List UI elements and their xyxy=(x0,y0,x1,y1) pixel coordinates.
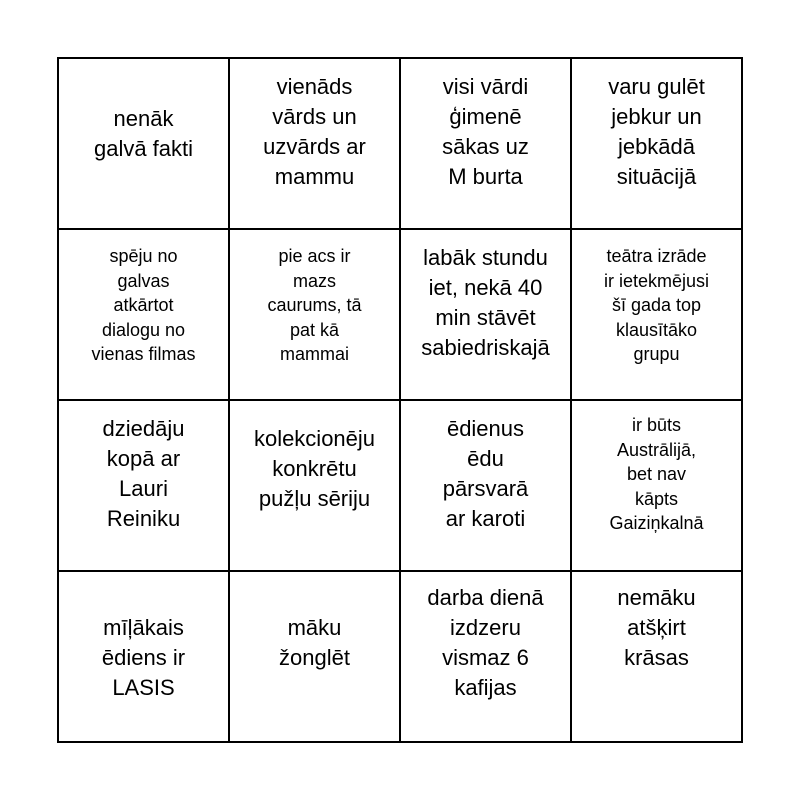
cell-text: nenāk galvā fakti xyxy=(93,106,194,161)
bingo-cell[interactable] xyxy=(230,401,401,572)
cell-text: māku žonglēt xyxy=(279,615,350,670)
cell-text: kolekcionēju konkrētu pužļu sēriju xyxy=(253,426,376,511)
bingo-cell[interactable] xyxy=(401,230,572,401)
cell-text: ēdienus ēdu pārsvarā ar karoti xyxy=(442,416,529,531)
cell-text: darba dienā izdzeru vismaz 6 kafijas xyxy=(427,585,544,700)
bingo-cell[interactable] xyxy=(230,59,401,230)
bingo-cell[interactable] xyxy=(572,572,743,743)
cell-text: vienāds vārds un uzvārds ar mammu xyxy=(263,74,366,189)
bingo-cell[interactable] xyxy=(59,59,230,230)
bingo-cell[interactable] xyxy=(59,230,230,401)
cell-text: varu gulēt jebkur un jebkādā situācijā xyxy=(608,74,705,189)
cell-text: labāk stundu iet, nekā 40 min stāvēt sabiedriskajā xyxy=(421,245,550,360)
bingo-cell[interactable] xyxy=(572,230,743,401)
cell-text: ir būts Austrālijā, bet nav kāpts Gaiziņkalnā xyxy=(609,415,704,533)
bingo-cell[interactable] xyxy=(401,401,572,572)
bingo-cell[interactable] xyxy=(401,59,572,230)
bingo-cell[interactable] xyxy=(59,572,230,743)
cell-text: spēju no galvas atkārtot dialogu no vienas filmas xyxy=(91,246,196,364)
bingo-cell[interactable] xyxy=(230,572,401,743)
cell-text: teātra izrāde ir ietekmējusi šī gada top klausītāko grupu xyxy=(603,246,710,364)
bingo-board xyxy=(57,57,743,743)
bingo-cell[interactable] xyxy=(59,401,230,572)
bingo-cell[interactable] xyxy=(401,572,572,743)
cell-text: pie acs ir mazs caurums, tā pat kā mammai xyxy=(267,246,362,364)
bingo-cell[interactable] xyxy=(572,401,743,572)
cell-text: mīļākais ēdiens ir LASIS xyxy=(101,615,186,700)
cell-text: visi vārdi ģimenē sākas uz M burta xyxy=(442,74,529,189)
cell-text: nemāku atšķirt krāsas xyxy=(617,585,696,670)
cell-text: dziedāju kopā ar Lauri Reiniku xyxy=(102,416,185,531)
bingo-cell[interactable] xyxy=(572,59,743,230)
bingo-cell[interactable] xyxy=(230,230,401,401)
